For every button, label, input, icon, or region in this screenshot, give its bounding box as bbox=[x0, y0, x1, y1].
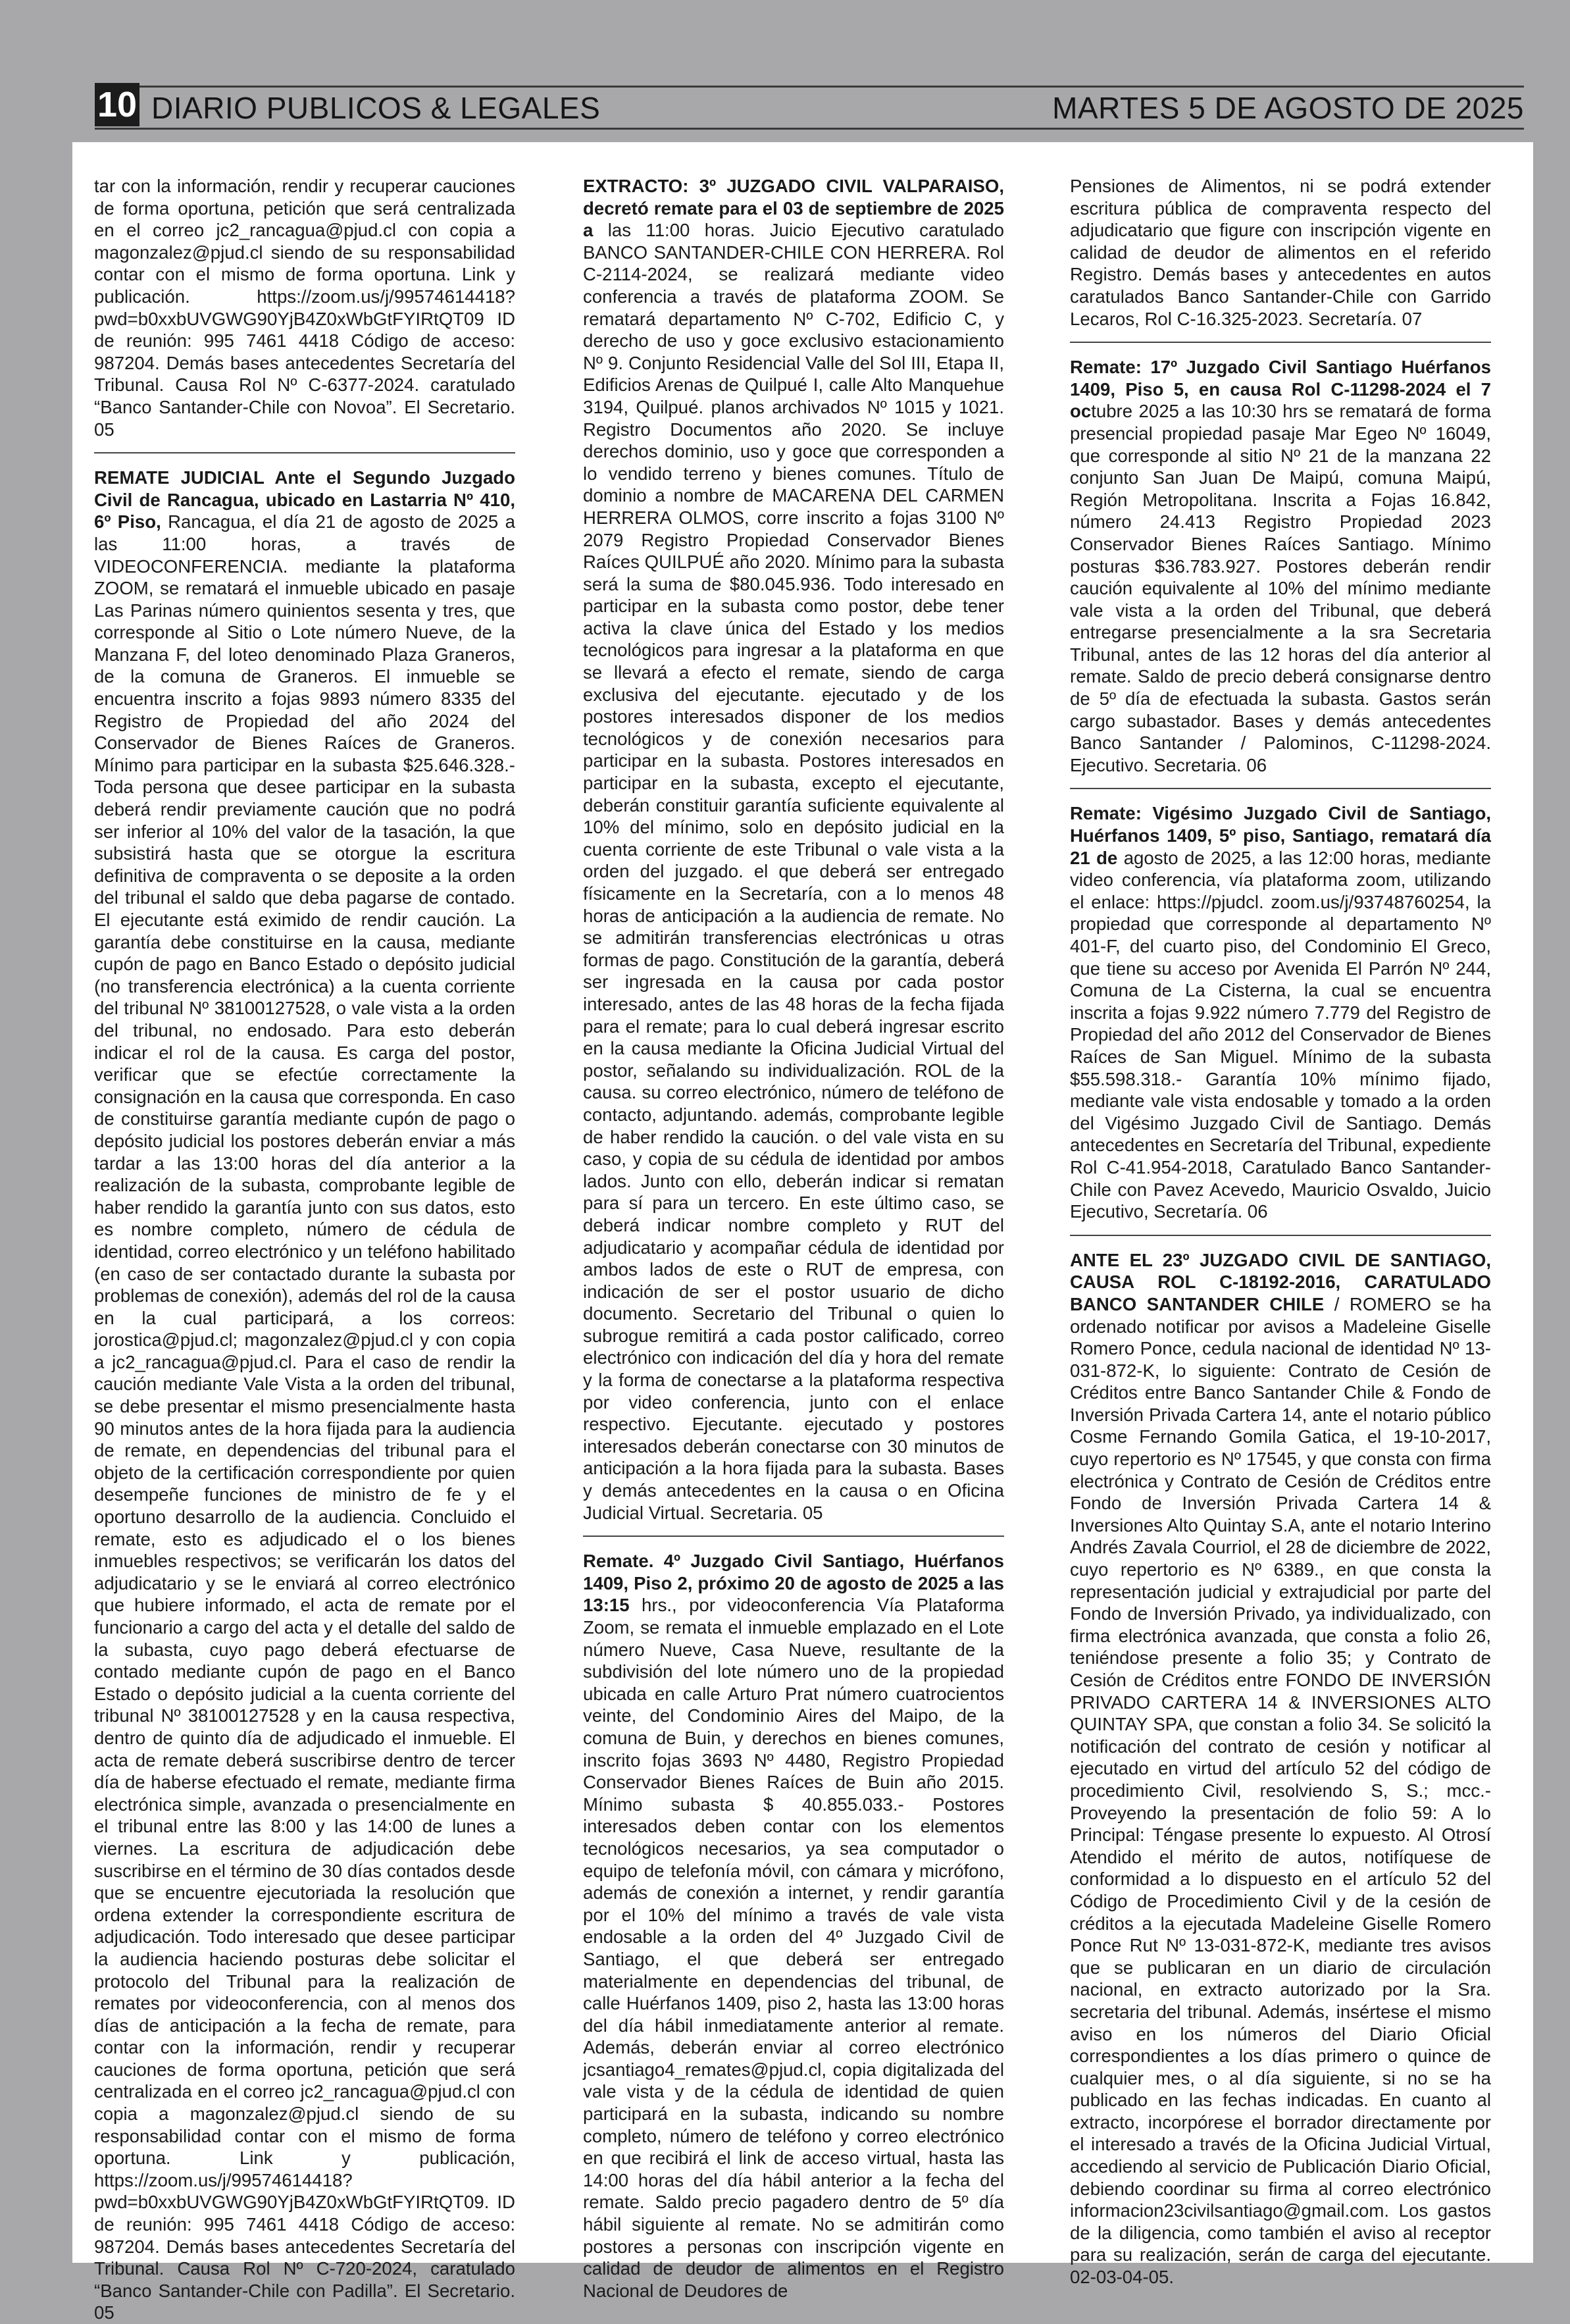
notice-separator bbox=[1070, 788, 1491, 789]
page-content bbox=[72, 142, 1533, 2323]
notice-separator bbox=[1070, 1235, 1491, 1236]
column-2 bbox=[583, 175, 1004, 2302]
notice-body: las 11:00 horas. Juicio Ejecutivo caratulado BANCO SANTANDER-CHILE CON HERRERA. Rol C-2114-2024, se realizará mediante video conferencia a través de plataforma ZOOM. Se rematará departamento Nº C-702, Edificio C, y derecho de uso y goce exclusivo estacionamiento Nº 9. Conjunto Residencial Valle del Sol III, Etapa II, Edificios Arenas de Quilpué I, calle Alto Manquehue 3194, Quilpué. planos archivados Nº 1015 y 1021. Registro Documentos año 2020. Se incluye derechos dominio, uso y goce que corresponden a lo vendido terreno y bienes comunes. Título de dominio a nombre de MACARENA DEL CARMEN HERRERA OLMOS, corre inscrito a fojas 3100 Nº 2079 Registro Propiedad Conservador Bienes Raíces QUILPUÉ año 2020. Mínimo para la subasta será la suma de $80.045.936. Todo interesado en participar en la subasta como postor, debe tener activa la clave única del Estado y los medios tecnológicos para ingresar a la plataforma en que se llevará a efecto el remate, siendo de carga exclusiva del ejecutante. ejecutado y de los postores interesados disponer de los medios tecnológicos y de conexión necesarios para participar en la subasta. Postores interesados en participar en la subasta, excepto el ejecutante, deberán constituir garantía suficiente equivalente al 10% del mínimo, solo en depósito judicial en la cuenta corriente de este Tribunal o vale vista a la orden del juzgado. el que deberá ser entregado físicamente en la Secretaría, con a lo menos 48 horas de anticipación a la audiencia de remate. No se admitirán transferencias electrónicas u otras formas de pago. Constitución de la garantía, deberá ser ingresada en la causa por cada postor interesado, antes de las 48 horas de la fecha fijada para el remate; para lo cual deberá ingresar escrito en la causa mediante la Oficina Judicial Virtual del postor, señalando su individualización. ROL de la causa. su correo electrónico, número de teléfono de contacto, adjuntando. además, comprobante legible de haber rendido la caución. o del vale vista en su caso, y copia de su cédula de identidad por ambos lados. Junto con ello, deberán indicar si rematan para sí para un tercero. En este último caso, se deberá indicar nombre completo y RUT del adjudicatario y acompañar cédula de identidad por ambos lados de este o RUT de empresa, con indicación de ser el postor usuario de dicho documento. Secretario del Tribunal o quien lo subrogue remitirá a cada postor calificado, correo electrónico con indicación del día y hora del remate y la forma de conectarse a la plataforma respectiva por video conferencia, junto con el enlace respectivo. Ejecutante. ejecutado y postores interesados deberán conectarse con 30 minutos de anticipación a la hora fijada para la subasta. Bases y demás antecedentes en la causa o en Oficina Judicial Virtual. Secretaria. 05 bbox=[583, 220, 1004, 1523]
legal-notice bbox=[94, 467, 515, 2324]
notice-separator bbox=[1070, 342, 1491, 343]
notice-heading: Remate: Vigésimo Juzgado Civil de Santiago, Huérfanos 1409, 5º piso, Santiago, rematará día 21 de bbox=[1070, 803, 1491, 868]
notice-heading: Remate. 4º Juzgado Civil Santiago, Huérfanos 1409, Piso 2, próximo 20 de agosto de 2025 a las 13:15 bbox=[583, 1551, 1004, 1616]
page-number: 10 bbox=[95, 83, 139, 126]
notice-body: / ROMERO se ha ordenado notificar por avisos a Madeleine Giselle Romero Ponce, cedula nacional de identidad Nº 13-031-872-K, lo siguiente: Contrato de Cesión de Créditos entre Banco Santander Chile & Fondo de Inversión Privada Cartera 14, ante el notario público Cosme Fernando Gomila Gatica, el 19-10-2017, cuyo repertorio es Nº 17545, y que consta con firma electrónica y Contrato de Cesión de Créditos entre Fondo de Inversión Privada Cartera 14 & Inversiones Alto Quintay S.A, ante el notario Interino Andrés Zavala Courriol, el 28 de diciembre de 2022, cuyo repertorio es Nº 6389., en que consta la representación judicial y extrajudicial por parte del Fondo de Inversión Privado, ya individualizado, con firma electrónica avanzada, que consta a folio 26, teniéndose presente a folio 35; y Contrato de Cesión de Créditos entre FONDO DE INVERSIÓN PRIVADO CARTERA 14 & INVERSIONES ALTO QUINTAY SPA, que constan a folio 34. Se solicitó la notificación del contrato de cesión y notificar al ejecutado en virtud del artículo 52 del código de procedimiento Civil, resolviendo S, S.; mcc.- Proveyendo la presentación de folio 59: A lo Principal: Téngase presente lo expuesto. Al Otrosí Atendido el mérito de autos, notifíquese de conformidad a lo dispuesto en el artículo 52 del Código de Procedimiento Civil y de la cesión de créditos a la ejecutada Madeleine Giselle Romero Ponce Rut Nº 13-031-872-K, mediante tres avisos que se publicaran en un diario de circulación nacional, en extracto autorizado por la Sra. secretaria del tribunal. Además, insértese el mismo aviso en los números del Diario Oficial correspondientes a los días primero o quince de cualquier mes, o al día siguiente, si no se ha publicado en las fechas indicadas. En cuanto al extracto, incorpórese el borrador directamente por el interesado a través de la Oficina Judicial Virtual, accediendo al servicio de Publicación Diario Oficial, debiendo coordinar su firma al correo electrónico informacion23civilsantiago@gmail.com. Los gastos de la diligencia, como también el aviso al receptor para su realización, serán de carga del ejecutante. 02-03-04-05. bbox=[1070, 1293, 1492, 2288]
legal-notice bbox=[94, 175, 515, 440]
legal-notice bbox=[1070, 175, 1491, 330]
legal-notice bbox=[583, 175, 1004, 1524]
legal-notice bbox=[583, 1550, 1004, 2302]
header-bottom-rule bbox=[95, 128, 1524, 130]
notice-body: tubre 2025 a las 10:30 hrs se rematará de forma presencial propiedad pasaje Mar Egeo Nº 16049, que corresponde al sitio Nº 21 de la manzana 22 conjunto San Juan De Maipú, comuna Maipú, Región Metropolitana. Inscrita a Fojas 16.842, número 24.413 Registro Propiedad 2023 Conservador Bienes Raíces Santiago. Mínimo posturas $36.783.927. Postores deberán rendir caución equivalente al 10% del mínimo mediante vale vista a la orden del Tribunal, que deberá entregarse presencialmente a la sra Secretaria Tribunal, antes de las 12 horas del día anterior al remate. Saldo de precio deberá consignarse dentro de 5º día de efectuada la subasta. Gastos serán cargo subastador. Bases y demás antecedentes Banco Santander / Palominos, C-11298-2024. Ejecutivo. Secretaria. 06 bbox=[1070, 401, 1491, 775]
notice-separator bbox=[94, 452, 515, 453]
legal-notice bbox=[1070, 802, 1491, 1222]
notice-body: Pensiones de Alimentos, ni se podrá extender escritura pública de compraventa respecto del adjudicatario que figure con inscripción vigente en calidad de deudor de alimentos en el referido Registro. Demás bases y antecedentes en autos caratulados Banco Santander-Chile con Garrido Lecaros, Rol C-16.325-2023. Secretaría. 07 bbox=[1070, 176, 1491, 329]
page-header bbox=[95, 83, 1524, 124]
notice-separator bbox=[583, 1536, 1004, 1537]
notice-heading: REMATE JUDICIAL Ante el Segundo Juzgado Civil de Rancagua, ubicado en Lastarria Nº 410, 6º Piso, bbox=[94, 467, 515, 532]
column-1 bbox=[94, 175, 515, 2324]
legal-notice bbox=[1070, 1249, 1491, 2288]
notice-body: agosto de 2025, a las 12:00 horas, mediante video conferencia, vía plataforma zoom, utilizando el enlace: https://pjudcl. zoom.us/j/93748760254, la propiedad que corresponde al departamento Nº 401-F, del cuarto piso, del Condominio El Greco, que tiene su acceso por Avenida El Parrón Nº 244, Comuna de La Cisterna, la cual se encuentra inscrita a fojas 9.922 número 7.779 del Registro de Propiedad del año 2012 del Conservador de Bienes Raíces de San Miguel. Mínimo de la subasta $55.598.318.- Garantía 10% mínimo fijado, mediante vale vista endosable y tomado a la orden del Vigésimo Juzgado Civil de Santiago. Demás antecedentes en Secretaría del Tribunal, expediente Rol C-41.954-2018, Caratulado Banco Santander- Chile con Pavez Acevedo, Mauricio Osvaldo, Juicio Ejecutivo, Secretaría. 06 bbox=[1070, 847, 1491, 1222]
notice-heading: Remate: 17º Juzgado Civil Santiago Huérfanos 1409, Piso 5, en causa Rol C-11298-2024 el 7 oc bbox=[1070, 357, 1491, 422]
notice-heading: ANTE EL 23º JUZGADO CIVIL DE SANTIAGO, CAUSA ROL C-18192-2016, CARATULADO BANCO SANTANDER CHILE bbox=[1070, 1249, 1491, 1314]
column-3 bbox=[1070, 175, 1491, 2288]
notice-body: hrs., por videoconferencia Vía Plataforma Zoom, se remata el inmueble emplazado en el Lote número Nueve, Casa Nueve, resultante de la subdivisión del lote número uno de la propiedad ubicada en calle Arturo Prat número cuatrocientos veinte, del Condominio Aires del Maipo, de la comuna de Buin, y derechos en bienes comunes, inscrito fojas 3693 Nº 4480, Registro Propiedad Conservador Bienes Raíces de Buin año 2015. Mínimo subasta $ 40.855.033.- Postores interesados deben contar con los elementos tecnológicos necesarios, ya sea computador o equipo de telefonía móvil, con cámara y micrófono, además de conexión a internet, y rendir garantía por el 10% del mínimo a través de vale vista endosable a la orden del 4º Juzgado Civil de Santiago, el que deberá ser entregado materialmente en dependencias del tribunal, de calle Huérfanos 1409, piso 2, hasta las 13:00 horas del día hábil inmediatamente anterior al remate. Además, deberán enviar al correo electrónico jcsantiago4_remates@pjud.cl, copia digitalizada del vale vista y de la cédula de identidad de quien participará en la subasta, indicando su nombre completo, número de teléfono y correo electrónico en que recibirá el link de acceso virtual, hasta las 14:00 horas del día hábil anterior a la fecha del remate. Saldo precio pagadero dentro de 5º día hábil siguiente al remate. No se admitirán como postores a personas con inscripción vigente en calidad de deudor de alimentos en el Registro Nacional de Deudores de bbox=[583, 1595, 1004, 2301]
notice-body: Rancagua, el día 21 de agosto de 2025 a las 11:00 horas, a través de VIDEOCONFERENCIA. mediante la plataforma ZOOM, se rematará el inmueble ubicado en pasaje Las Parinas número quinientos sesenta y tres, que corresponde al Sitio o Lote número Nueve, de la Manzana F, del loteo denominado Plaza Graneros, de la comuna de Graneros. El inmueble se encuentra inscrito a fojas 9893 número 8335 del Registro de Propiedad del año 2024 del Conservador de Bienes Raíces de Graneros. Mínimo para participar en la subasta $25.646.328.- Toda persona que desee participar en la subasta deberá rendir previamente caución que no podrá ser inferior al 10% del valor de la tasación, la que subsistirá hasta que se otorgue la escritura definitiva de compraventa o se deposite a la orden del tribunal el saldo que deba pagarse de contado. El ejecutante está eximido de rendir caución. La garantía debe constituirse en la causa, mediante cupón de pago en Banco Estado o depósito judicial (no transferencia electrónica) a la cuenta corriente del tribunal Nº 38100127528, o vale vista a la orden del tribunal, no endosado. Para esto deberán indicar el rol de la causa. Es carga del postor, verificar que se efectúe correctamente la consignación en la causa que corresponda. En caso de constituirse garantía mediante cupón de pago o depósito judicial los postores deberán enviar a más tardar a las 13:00 horas del día anterior a la realización de la subasta, comprobante legible de haber rendido la garantía junto con sus datos, esto es nombre completo, número de cédula de identidad, correo electrónico y un teléfono habilitado (en caso de ser contactado durante la subasta por problemas de conexión), además del rol de la causa en la cual participará, a los correos: jorostica@pjud.cl; magonzalez@pjud.cl y con copia a jc2_rancagua@pjud.cl. Para el caso de rendir la caución mediante Vale Vista a la orden del tribunal, se debe presentar el mismo presencialmente hasta 90 minutos antes de la hora fijada para la audiencia de remate, en dependencias del tribunal para el objeto de la certificación correspondiente por quien desempeñe funciones de ministro de fe y el oportuno desarrollo de la audiencia. Concluido el remate, esto es adjudicado el o los bienes inmuebles respectivos; se verificarán los datos del adjudicatario y se le enviará al correo electrónico que hubiere informado, el acta de remate por el funcionario a cargo del acta y el detalle del saldo de la subasta, cuyo pago deberá efectuarse de contado mediante cupón de pago en el Banco Estado o depósito judicial a la cuenta corriente del tribunal Nº 38100127528 y en la causa respectiva, dentro de quinto día de adjudicado el inmueble. El acta de remate deberá suscribirse dentro de tercer día de haberse efectuado el remate, mediante firma electrónica simple, avanzada o presencialmente en el tribunal entre las 8:00 y las 14:00 de lunes a viernes. La escritura de adjudicación debe suscribirse en el término de 30 días contados desde que se encuentre ejecutoriada la resolución que ordena extender la correspondiente escritura de adjudicación. Todo interesado que desee participar la audiencia haciendo posturas debe solicitar el protocolo del Tribunal para la realización de remates por videoconferencia, con al menos dos días de anticipación a la fecha de remate, para contar con la información, rendir y recuperar cauciones de forma oportuna, petición que será centralizada en el correo jc2_rancagua@pjud.cl con copia a magonzalez@pjud.cl siendo de su responsabilidad contar con el mismo de forma oportuna. Link y publicación, https://zoom.us/j/99574614418?pwd=b0xxbUVGWG90YjB4Z0xWbGtFYIRtQT09. ID de reunión: 995 7461 4418 Código de acceso: 987204. Demás bases antecedentes Secretaría del Tribunal. Causa Rol Nº C-720-2024, caratulado “Banco Santander-Chile con Padilla”. El Secretario. 05 bbox=[94, 511, 515, 2323]
publication-name: DIARIO PUBLICOS & LEGALES bbox=[151, 91, 601, 125]
notice-heading: EXTRACTO: 3º JUZGADO CIVIL VALPARAISO, decretó remate para el 03 de septiembre de 2025 a bbox=[583, 176, 1004, 241]
publication-date: MARTES 5 DE AGOSTO DE 2025 bbox=[1052, 91, 1524, 125]
legal-notice bbox=[1070, 356, 1491, 776]
notice-body: tar con la información, rendir y recuperar cauciones de forma oportuna, petición que será centralizada en el correo jc2_rancagua@pjud.cl con copia a magonzalez@pjud.cl siendo de su responsabilidad contar con el mismo de forma oportuna. Link y publicación. https://zoom.us/j/99574614418?pwd=b0xxbUVGWG90YjB4Z0xWbGtFYIRtQT09 ID de reunión: 995 7461 4418 Código de acceso: 987204. Demás bases antecedentes Secretaría del Tribunal. Causa Rol Nº C-6377-2024. caratulado “Banco Santander-Chile con Novoa”. El Secretario. 05 bbox=[94, 176, 515, 440]
